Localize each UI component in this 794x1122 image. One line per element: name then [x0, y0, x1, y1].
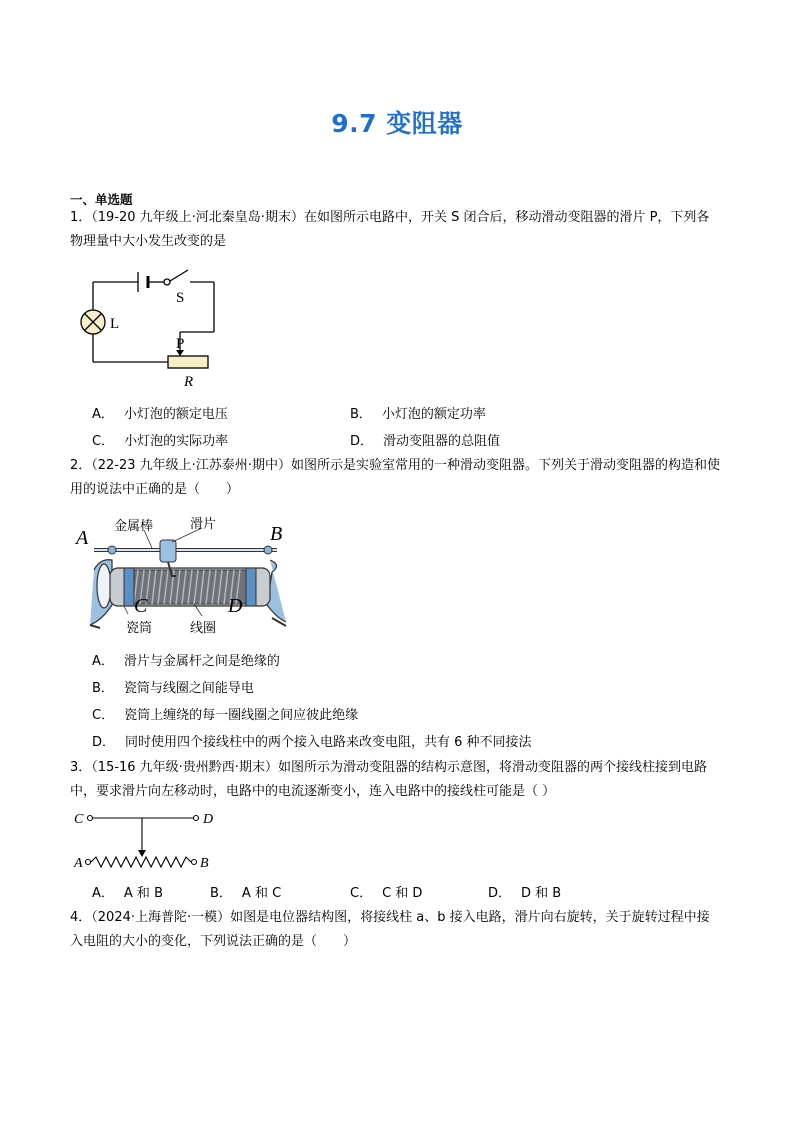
lamp-label: L — [110, 316, 120, 332]
slider-label: P — [176, 336, 185, 352]
q3-option-c[interactable]: C． C 和 D — [350, 886, 423, 901]
tube-label: 瓷筒 — [126, 621, 153, 636]
terminal-d-label: D — [203, 812, 214, 827]
resistor-label: R — [184, 374, 194, 390]
rod-label: 金属棒 — [114, 519, 154, 534]
q1-circuit-diagram — [72, 262, 232, 392]
q3-option-d[interactable]: D． D 和 B — [488, 886, 562, 901]
question-2-stem: 2．（22-23 九年级上·江苏泰州·期中）如图所示是实验室常用的一种滑动变阻器。下列关于滑动变阻器的构造和使用的说法中正确的是（ ） — [70, 458, 720, 497]
terminal-a-label: A — [76, 527, 89, 549]
q1-option-c[interactable]: C． 小灯泡的实际功率 — [92, 434, 229, 449]
q1-option-b[interactable]: B． 小灯泡的额定功率 — [350, 407, 486, 422]
terminal-c-label: C — [134, 595, 148, 617]
q1-option-a[interactable]: A． 小灯泡的额定电压 — [92, 407, 228, 422]
q3-rheostat-schematic — [72, 806, 222, 874]
terminal-b-label: B — [270, 523, 283, 545]
q2-option-a[interactable]: A． 滑片与金属杆之间是绝缘的 — [92, 654, 280, 669]
terminal-b-label: B — [200, 856, 209, 871]
q2-option-d[interactable]: D． 同时使用四个接线柱中的两个接入电路来改变电阻，共有 6 种不同接法 — [92, 735, 532, 750]
question-3-stem: 3．（15-16 九年级·贵州黔西·期末）如图所示为滑动变阻器的结构示意图，将滑动变阻器的两个接线柱接到电路中，要求滑片向左移动时，电路中的电流逐渐变小，连入电路中的接线柱可能是（ ） — [70, 760, 707, 799]
q2-option-b[interactable]: B． 瓷筒与线圈之间能导电 — [92, 681, 254, 696]
coil-label: 线圈 — [190, 621, 217, 636]
terminal-a-label: A — [74, 856, 83, 871]
section-heading: 一、单选题 — [70, 192, 133, 207]
terminal-c-label: C — [74, 812, 84, 827]
q3-option-a[interactable]: A． A 和 B — [92, 886, 163, 901]
q2-rheostat-figure — [72, 510, 302, 638]
switch-label: S — [176, 290, 185, 306]
slider-label: 滑片 — [190, 517, 217, 532]
question-1-stem: 1．（19-20 九年级上·河北秦皇岛·期末）在如图所示电路中，开关 S 闭合后，移动滑动变阻器的滑片 P，下列各物理量中大小发生改变的是 — [70, 210, 710, 249]
terminal-d-label: D — [228, 595, 243, 617]
q1-option-d[interactable]: D． 滑动变阻器的总阻值 — [350, 434, 501, 449]
resistor-icon — [168, 356, 208, 368]
page-title: 9.7 变阻器 — [331, 109, 463, 138]
q3-option-b[interactable]: B． A 和 C — [210, 886, 282, 901]
q2-option-c[interactable]: C． 瓷筒上缠绕的每一圈线圈之间应彼此绝缘 — [92, 708, 359, 723]
question-4-stem: 4．（2024·上海普陀·一模）如图是电位器结构图，将接线柱 a、b 接入电路，滑片向右旋转，关于旋转过程中接入电阻的大小的变化，下列说法正确的是（ ） — [70, 910, 710, 949]
